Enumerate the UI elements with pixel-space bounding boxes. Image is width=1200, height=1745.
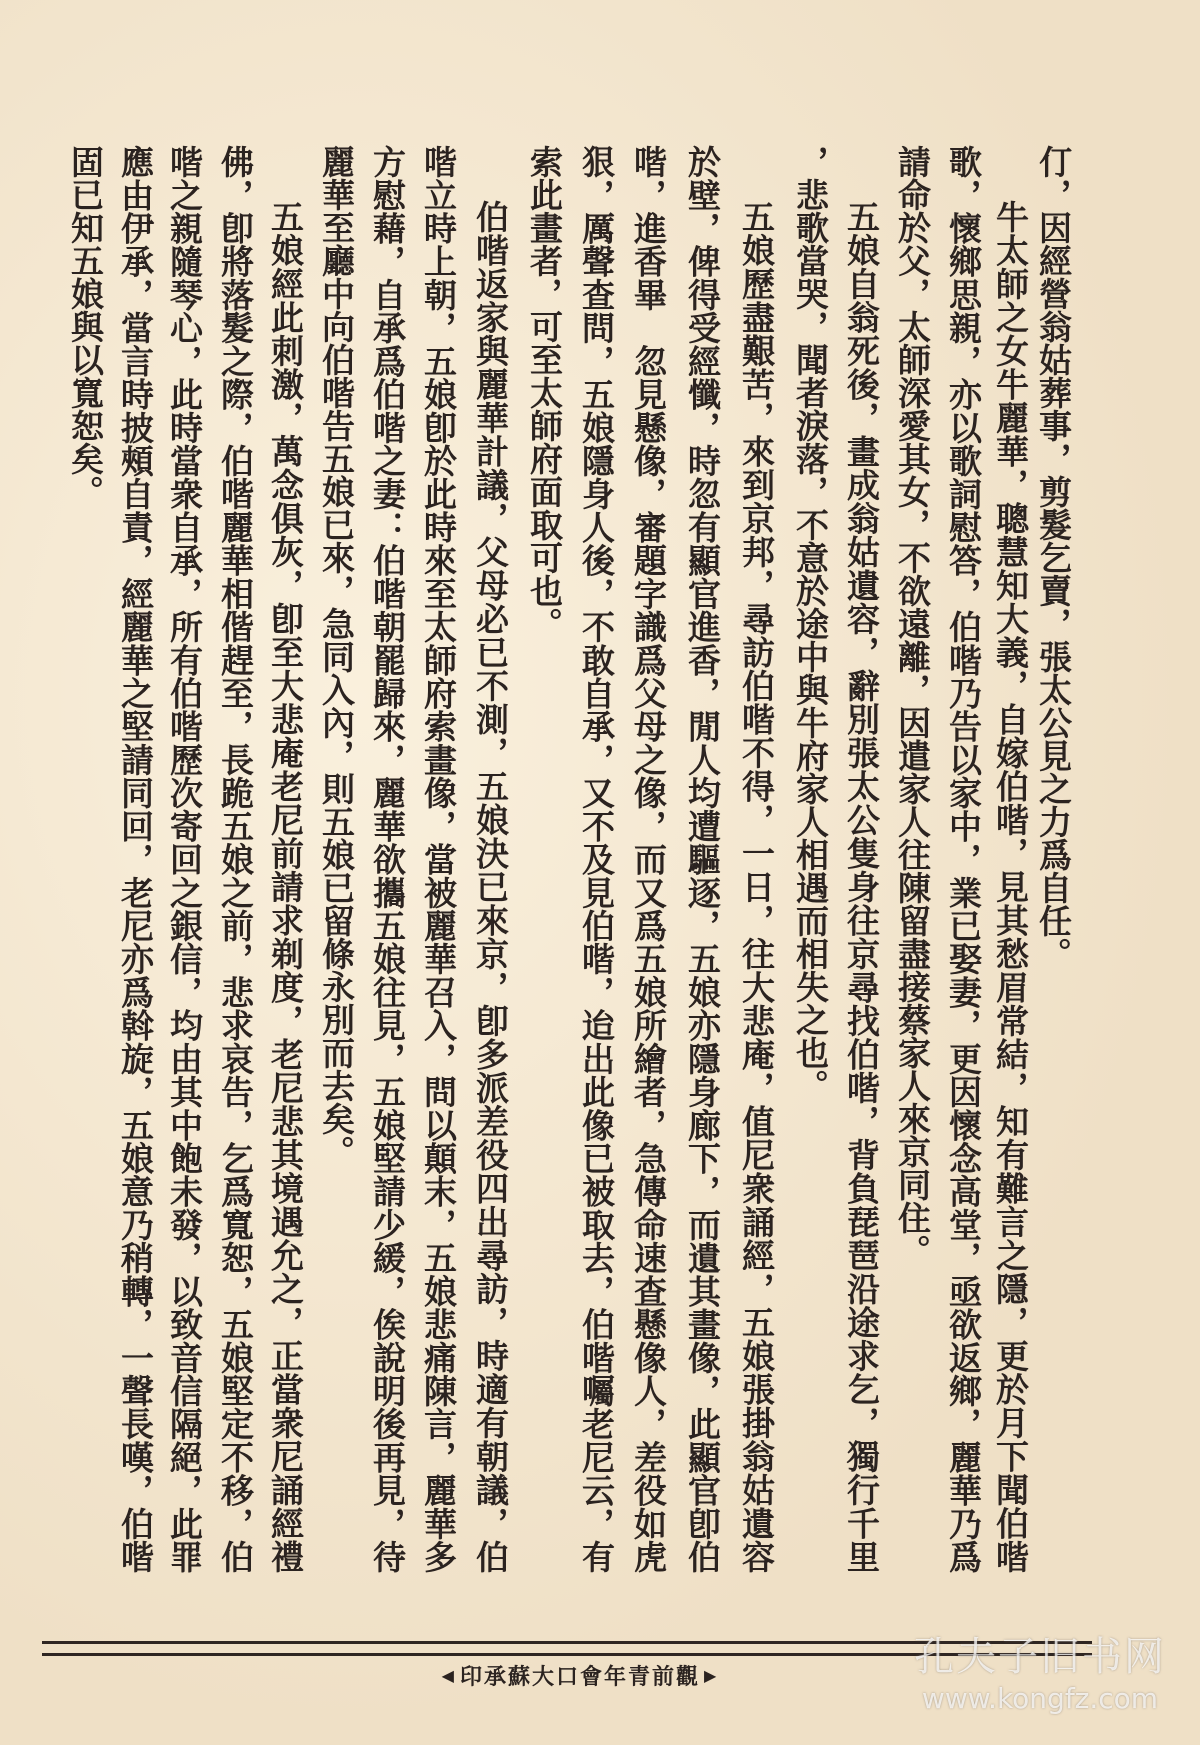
text-column: 佛，卽將落髮之際，伯喈麗華相偕趕至，長跪五娘之前，悲求哀告，乞爲寬恕，五娘堅定不移，伯 — [216, 145, 255, 1573]
text-column: 仃，因經營翁姑葬事，剪髮乞賣，張太公見之力爲自任。 — [1034, 145, 1073, 970]
printer-imprint — [440, 1660, 720, 1691]
text-column: 牛太師之女牛麗華，聰慧知大義，自嫁伯喈，見其愁眉常結，知有難言之隱，更於月下聞伯喈 — [991, 200, 1030, 1573]
text-column: 歌，懷鄉思親，亦以歌詞慰答，伯喈乃告以家中，業已娶妻，更因懷念高堂，亟欲返鄉，麗華乃爲 — [944, 145, 983, 1573]
text-column: 麗華至廳中向伯喈告五娘已來，急同入內，則五娘已留條永別而去矣。 — [317, 145, 356, 1168]
text-column: 五娘歷盡艱苦，來到京邦，尋訪伯喈不得，一日，往大悲庵，值尼衆誦經，五娘張掛翁姑遺容 — [737, 200, 776, 1573]
text-column: 五娘經此刺激，萬念俱灰，卽至大悲庵老尼前請求剃度，老尼悲其境遇允之，正當衆尼誦經禮 — [266, 200, 305, 1573]
watermark-url: www.kongfz.com — [921, 1682, 1159, 1715]
text-column: ，悲歌當哭，聞者淚落，不意於途中與牛府家人相遇而相失之也。 — [791, 145, 830, 1102]
text-column: 喈，進香畢 忽見懸像，審題字識爲父母之像，而又爲五娘所繪者，急傳命速查懸像人，差役如虎 — [629, 145, 668, 1573]
text-column: 請命於父，太師深愛其女，不欲遠離，因遣家人往陳留盡接蔡家人來京同住。 — [893, 145, 932, 1267]
text-column: 喈立時上朝，五娘卽於此時來至太師府索畫像，當被麗華召入，問以顛末，五娘悲痛陳言，麗華多 — [419, 145, 458, 1573]
watermark-name: 孔夫子旧书网 — [914, 1634, 1166, 1680]
printer-text: 印承蘇大口會年青前觀 — [459, 1664, 700, 1690]
text-column: 應由伊承，當言時披頰自責，經麗華之堅請同回，老尼亦爲斡旋，五娘意乃稍轉，一聲長嘆，伯喈 — [116, 145, 155, 1573]
text-column: 伯喈返家與麗華計議，父母必已不測，五娘決已來京，卽多派差役四出尋訪，時適有朝議，伯 — [471, 200, 510, 1573]
text-column: 五娘自翁死後，畫成翁姑遺容，辭別張太公隻身往京尋找伯喈，背負琵琶沿途求乞，獨行千里 — [842, 200, 881, 1573]
watermark — [905, 1625, 1175, 1715]
text-column: 方慰藉，自承爲伯喈之妻：伯喈朝罷歸來，麗華欲攜五娘往見，五娘堅請少緩，俟說明後再見，待 — [368, 145, 407, 1573]
text-column: 喈之親隨琴心，此時當衆自承，所有伯喈歷次寄回之銀信，均由其中飽未發，以致音信隔絕，此罪 — [165, 145, 204, 1573]
text-column: 狠，厲聲查問，五娘隱身人後，不敢自承，又不及見伯喈，迨出此像已被取去，伯喈囑老尼云，有 — [577, 145, 616, 1573]
text-column: 索此畫者，可至太師府面取可也。 — [525, 145, 564, 640]
right-triangle-icon: ▶ — [704, 1666, 719, 1685]
text-column: 固已知五娘與以寬恕矣。 — [66, 145, 105, 508]
left-triangle-icon: ◀ — [441, 1666, 456, 1685]
text-column: 於壁，俾得受經懺，時忽有顯官進香，閒人均遭驅逐，五娘亦隱身廊下，而遺其畫像，此顯官卽伯 — [683, 145, 722, 1573]
